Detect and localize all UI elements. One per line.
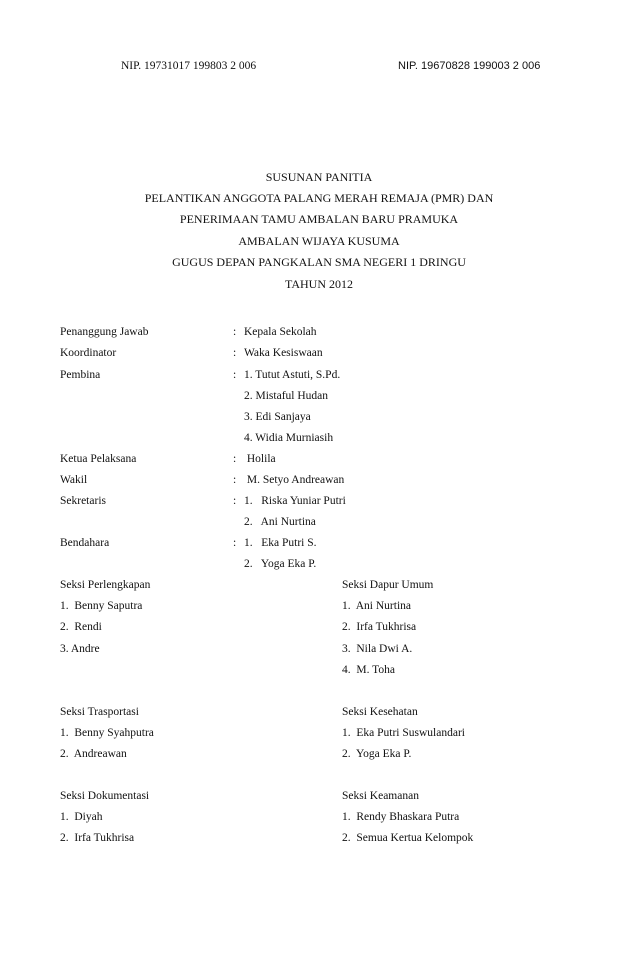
role-label: Wakil (60, 474, 88, 486)
role-value: 4. Widia Murniasih (244, 432, 334, 444)
title-line-2: PELANTIKAN ANGGOTA PALANG MERAH REMAJA (PMR) DAN (144, 191, 494, 205)
list-item: 2. Andreawan (60, 748, 127, 760)
nip-right: NIP. 19670828 199003 2 006 (398, 60, 541, 72)
title-line-3: PENERIMAAN TAMU AMBALAN BARU PRAMUKA (179, 212, 459, 226)
role-separator: : (233, 326, 237, 338)
section-title: Seksi Perlengkapan (60, 579, 151, 591)
role-label: Pembina (60, 369, 101, 381)
role-value: Kepala Sekolah (244, 326, 317, 338)
role-value: 1. Riska Yuniar Putri (244, 495, 346, 507)
role-label: Koordinator (60, 347, 117, 359)
title-line-4: AMBALAN WIJAYA KUSUMA (238, 234, 400, 248)
role-value: 2. Yoga Eka P. (244, 558, 317, 570)
list-item: 2. Yoga Eka P. (342, 748, 412, 760)
role-label: Penanggung Jawab (60, 326, 149, 338)
section-title: Seksi Dokumentasi (60, 790, 150, 802)
list-item: 1. Benny Syahputra (60, 727, 154, 739)
role-label: Bendahara (60, 537, 110, 549)
nip-left: NIP. 19731017 199803 2 006 (121, 60, 257, 72)
section-title: Seksi Keamanan (342, 790, 419, 802)
list-item: 2. Irfa Tukhrisa (342, 621, 417, 633)
role-separator: : (233, 453, 237, 465)
section-title: Seksi Kesehatan (342, 706, 418, 718)
list-item: 2. Rendi (60, 621, 102, 633)
role-label: Sekretaris (60, 495, 106, 507)
list-item: 2. Irfa Tukhrisa (60, 832, 135, 844)
role-value: 2. Ani Nurtina (244, 516, 316, 528)
role-value: Holila (244, 453, 276, 465)
list-item: 1. Rendy Bhaskara Putra (342, 811, 460, 823)
title-line-1: SUSUNAN PANITIA (265, 170, 373, 184)
role-value: 1. Eka Putri S. (244, 537, 317, 549)
section-title: Seksi Trasportasi (60, 706, 139, 718)
list-item: 3. Nila Dwi A. (342, 643, 413, 655)
list-item: 4. M. Toha (342, 664, 395, 676)
role-value: 2. Mistaful Hudan (244, 390, 329, 402)
role-label: Ketua Pelaksana (60, 453, 137, 465)
role-separator: : (233, 369, 237, 381)
list-item: 1. Benny Saputra (60, 600, 143, 612)
section-title: Seksi Dapur Umum (342, 579, 434, 591)
list-item: 3. Andre (60, 643, 100, 655)
role-separator: : (233, 495, 237, 507)
role-value: 1. Tutut Astuti, S.Pd. (244, 369, 341, 381)
role-value: Waka Kesiswaan (244, 347, 323, 359)
role-value: 3. Edi Sanjaya (244, 411, 311, 423)
role-separator: : (233, 537, 237, 549)
list-item: 2. Semua Kertua Kelompok (342, 832, 474, 844)
title-line-6: TAHUN 2012 (284, 277, 354, 291)
title-line-5: GUGUS DEPAN PANGKALAN SMA NEGERI 1 DRINGU (172, 255, 466, 269)
list-item: 1. Eka Putri Suswulandari (342, 727, 465, 739)
role-separator: : (233, 474, 237, 486)
list-item: 1. Diyah (60, 811, 103, 823)
list-item: 1. Ani Nurtina (342, 600, 411, 612)
role-separator: : (233, 347, 237, 359)
role-value: M. Setyo Andreawan (244, 474, 345, 486)
